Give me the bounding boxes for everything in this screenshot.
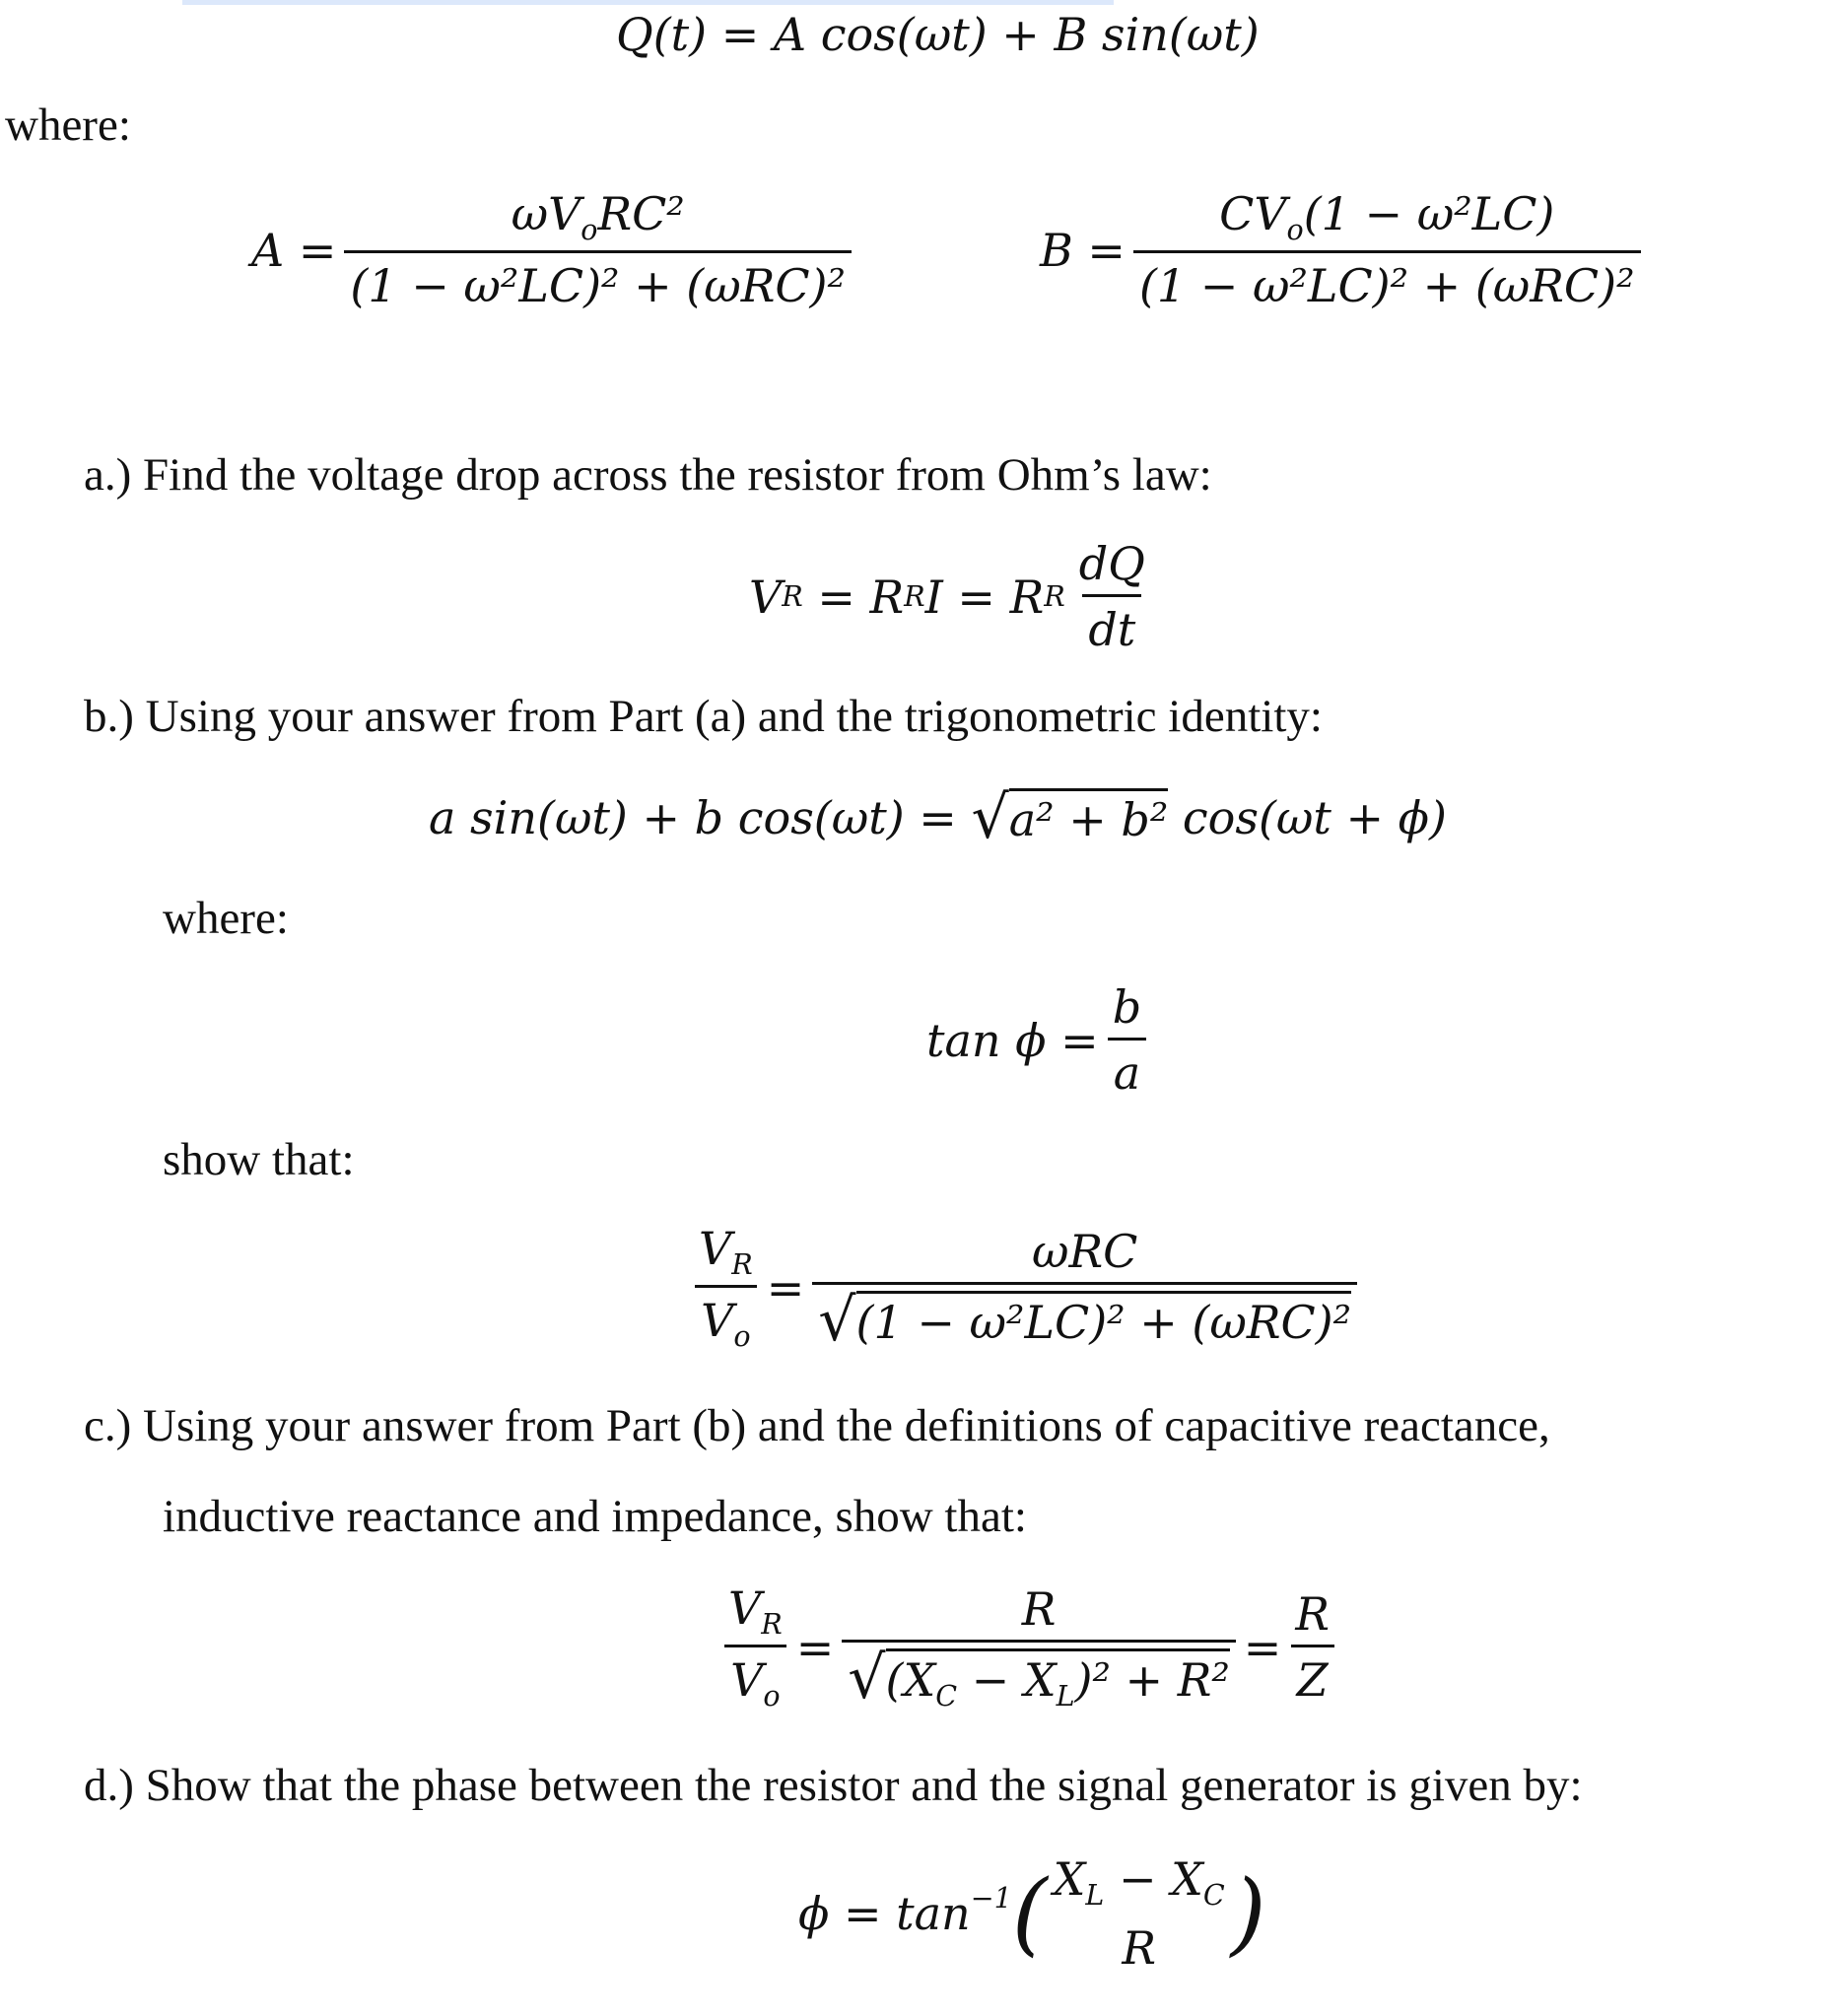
equation-identity: a sin(ωt) + b cos(ωt) = √ a² + b² cos(ωt + ϕ)	[429, 783, 1447, 852]
equation-b	[1040, 187, 1649, 312]
equation-a	[251, 187, 859, 312]
part-d-text: d.) Show that the phase between the resistor and the signal generator is given by:	[84, 1760, 1583, 1811]
where-label-2: where:	[163, 893, 289, 944]
equation-ratio-2: $\frac{V_R}{V_o}$ = R √ $(X_C - X_L)^2 + R^2$ = $\frac{R}{Z}$	[715, 1581, 1343, 1713]
sqrt: √ a² + b²	[971, 783, 1169, 852]
part-b-text: b.) Using your answer from Part (a) and the trigonometric identity:	[84, 691, 1323, 742]
part-a-text: a.) Find the voltage drop across the resistor from Ohm’s law:	[84, 449, 1212, 501]
fraction: $CV_o(1 - \omega^2LC)$ (1 − ω²LC)² + (ωRC)²	[1133, 187, 1641, 312]
where-label: where:	[5, 100, 131, 151]
equation-q: Q(t) = A cos(ωt) + B sin(ωt)	[616, 8, 1260, 61]
selection-highlight	[182, 0, 1114, 5]
equation-ratio-1: $\frac{V_R}{V_o}$ = ωRC √ (1 − ω²LC)² + (ωRC)²	[685, 1222, 1365, 1353]
fraction: $\omega V_oRC^2$ (1 − ω²LC)² + (ωRC)²	[344, 187, 852, 312]
equation-vr: V R = R R I = R R dQ dt	[749, 537, 1145, 656]
lhs: B =	[1040, 223, 1126, 277]
lhs: A =	[251, 223, 337, 277]
equation-tan: tan ϕ = $\frac{b}{a}$	[926, 980, 1155, 1100]
part-c-text-2: inductive reactance and impedance, show that:	[163, 1491, 1027, 1542]
show-that-label: show that:	[163, 1134, 355, 1185]
equation-phi: ϕ = tan $^{-1}$ ( $X_L - X_C$ R )	[798, 1852, 1266, 1976]
part-c-text-1: c.) Using your answer from Part (b) and the definitions of capacitive reactance,	[84, 1400, 1550, 1451]
